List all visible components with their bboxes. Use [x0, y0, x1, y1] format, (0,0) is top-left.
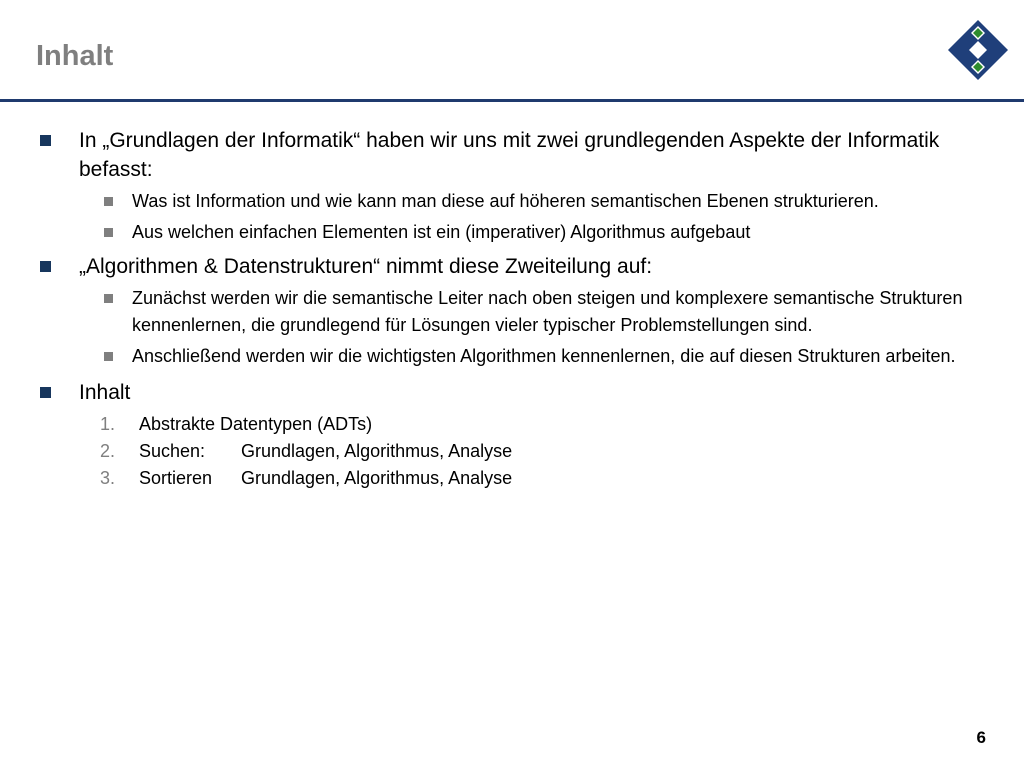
- sub-bullet-text: Anschließend werden wir die wichtigsten Algorithmen kennenlernen, die auf diesen Strukturen arbeiten.: [132, 346, 956, 366]
- item-detail: Grundlagen, Algorithmus, Analyse: [241, 441, 513, 461]
- bullet-text: In „Grundlagen der Informatik“ haben wir uns mit zwei grundlegenden Aspekte der Informatik befasst:: [79, 129, 940, 181]
- sub-list-item: [0, 285, 1024, 339]
- sub-bullet-text: Zunächst werden wir die semantische Leiter nach oben steigen und komplexere semantische Strukturen kennenlernen, die grundlegend für Lösungen vieler typischer Problemstellungen sind.: [132, 288, 963, 335]
- square-bullet-icon: [40, 387, 51, 398]
- square-bullet-icon: [104, 197, 113, 206]
- item-number: 1.: [100, 414, 116, 434]
- sub-bullet-text: Was ist Information und wie kann man diese auf höheren semantischen Ebenen strukturieren.: [132, 191, 879, 211]
- square-bullet-icon: [104, 228, 113, 237]
- bullet-text: „Algorithmen & Datenstrukturen“ nimmt diese Zweiteilung auf:: [79, 255, 653, 278]
- list-item: [0, 252, 1024, 281]
- square-bullet-icon: [40, 135, 51, 146]
- item-detail: Grundlagen, Algorithmus, Analyse: [241, 468, 513, 488]
- diamond-logo-icon: [946, 18, 1010, 82]
- numbered-item: [0, 438, 1024, 465]
- numbered-item: [0, 411, 1024, 438]
- sub-list-item: [0, 188, 1024, 215]
- list-item: [0, 126, 1024, 184]
- page-number: 6: [976, 728, 986, 747]
- item-topic: Abstrakte Datentypen (ADTs): [139, 414, 373, 434]
- item-number: 2.: [100, 441, 116, 461]
- sub-list-item: [0, 219, 1024, 246]
- square-bullet-icon: [104, 352, 113, 361]
- sub-bullet-text: Aus welchen einfachen Elementen ist ein (imperativer) Algorithmus aufgebaut: [132, 222, 751, 242]
- title-divider: [0, 99, 1024, 102]
- item-topic: Suchen:: [139, 441, 206, 461]
- bullet-text: Inhalt: [79, 381, 131, 404]
- square-bullet-icon: [40, 261, 51, 272]
- item-number: 3.: [100, 468, 116, 488]
- bullet-list: [0, 126, 1024, 492]
- sub-list-item: [0, 343, 1024, 370]
- item-topic: Sortieren: [139, 468, 213, 488]
- numbered-item: [0, 465, 1024, 492]
- numbered-list: [0, 411, 1024, 492]
- list-item: [0, 378, 1024, 407]
- square-bullet-icon: [104, 294, 113, 303]
- slide-title: Inhalt: [36, 40, 114, 72]
